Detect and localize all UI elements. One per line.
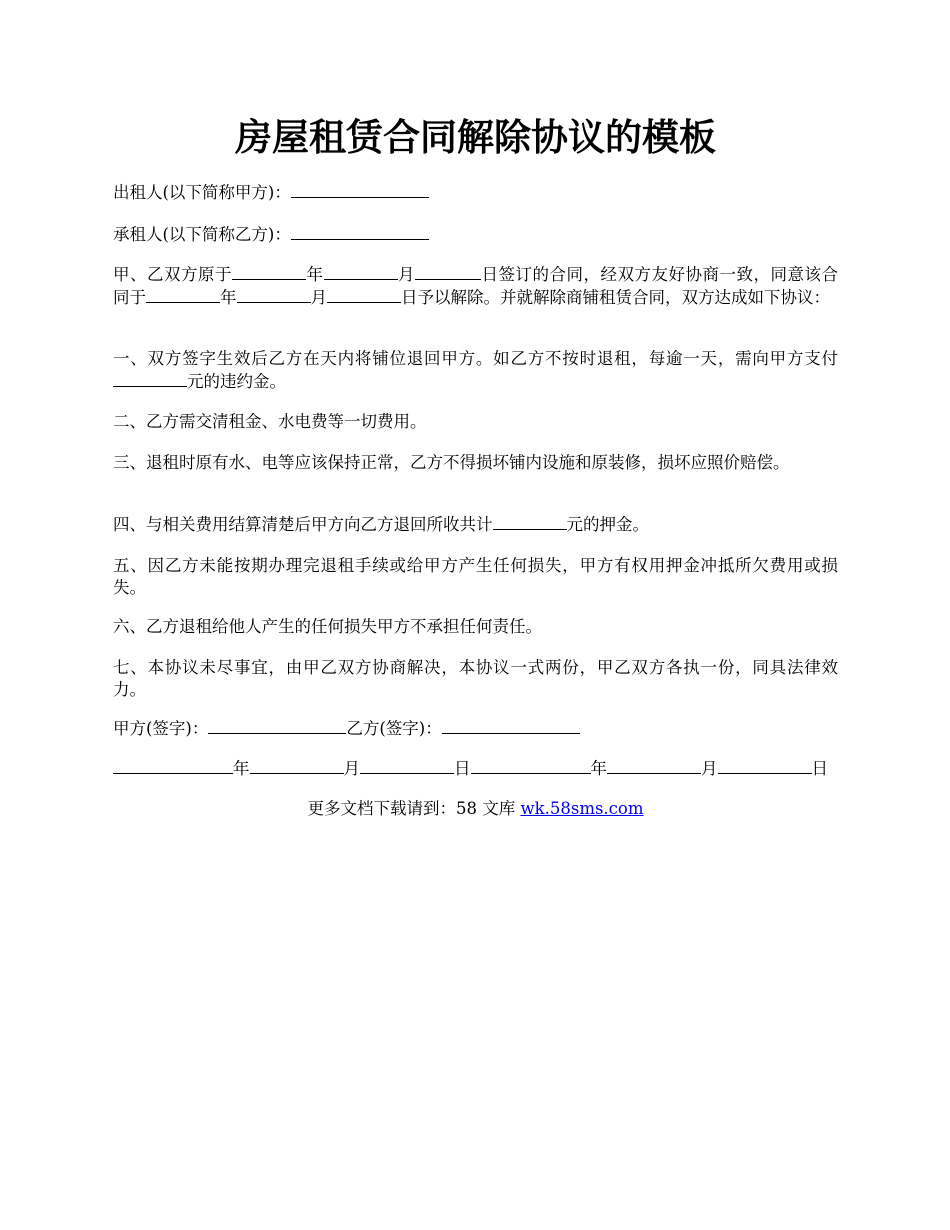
blank-field — [718, 757, 812, 774]
signature-line — [113, 717, 838, 740]
blank-field — [324, 263, 398, 280]
clause-1-suffix: 元的违约金。 — [187, 372, 286, 391]
lessee-line — [113, 223, 838, 246]
intro-text-3: 日予以解除。并就解除商铺租赁合同，双方达成如下协议： — [401, 288, 830, 307]
party-a-label: 甲方(签字)： — [113, 719, 209, 738]
intro-month-1: 月 — [397, 265, 415, 284]
blank-field — [232, 263, 306, 280]
intro-text-1: 甲、乙双方原于 — [113, 265, 232, 284]
page-title: 房屋租赁合同解除协议的模板 — [235, 115, 716, 159]
clause-5: 五、因乙方未能按期办理完退租手续或给甲方产生任何损失，甲方有权用押金冲抵所欠费用或损失。 — [113, 556, 838, 597]
date-month-label: 月 — [343, 759, 360, 778]
date-day-label: 日 — [811, 759, 828, 778]
footer-text: 更多文档下载请到：58 文库 — [307, 799, 521, 818]
lessor-blank — [291, 181, 429, 198]
lessee-label: 承租人(以下简称乙方)： — [113, 225, 291, 244]
lessor-line — [113, 181, 838, 204]
blank-field — [250, 757, 344, 774]
clause-7: 七、本协议未尽事宜，由甲乙双方协商解决，本协议一式两份，甲乙双方各执一份，同具法律效力。 — [113, 658, 838, 699]
date-month-label: 月 — [701, 759, 718, 778]
blank-field — [113, 757, 233, 774]
clause-1 — [113, 348, 838, 393]
clause-6: 六、乙方退租给他人产生的任何损失甲方不承担任何责任。 — [113, 617, 542, 636]
intro-year-1: 年 — [306, 265, 324, 284]
clause-4 — [113, 513, 838, 536]
blank-field — [607, 757, 701, 774]
date-year-label: 年 — [590, 759, 607, 778]
party-a-signature-blank — [208, 717, 346, 734]
party-b-label: 乙方(签字)： — [346, 719, 442, 738]
intro-month-2: 月 — [310, 288, 327, 307]
date-year-label: 年 — [233, 759, 250, 778]
blank-field — [493, 513, 567, 530]
blank-field — [237, 286, 311, 303]
lessor-label: 出租人(以下简称甲方)： — [113, 183, 291, 202]
intro-year-2: 年 — [220, 288, 237, 307]
intro-text-2: 日签订的合同，经双方友好协商一致，同意该合同于 — [113, 265, 838, 307]
lessee-blank — [291, 223, 429, 240]
clause-3: 三、退租时原有水、电等应该保持正常，乙方不得损坏铺内设施和原装修，损坏应照价赔偿。 — [113, 453, 790, 472]
signature-date-line — [113, 757, 838, 780]
clause-4-text: 四、与相关费用结算清楚后甲方向乙方退回所收共计 — [113, 515, 493, 534]
clause-2: 二、乙方需交清租金、水电费等一切费用。 — [113, 412, 427, 431]
footer — [113, 798, 838, 820]
date-day-label: 日 — [454, 759, 471, 778]
blank-field — [415, 263, 481, 280]
blank-field — [360, 757, 454, 774]
party-b-signature-blank — [442, 717, 580, 734]
footer-link[interactable]: wk.58sms.com — [520, 799, 644, 818]
intro-paragraph — [113, 263, 838, 309]
blank-field — [146, 286, 220, 303]
blank-field — [327, 286, 401, 303]
blank-field — [471, 757, 591, 774]
blank-field — [113, 370, 187, 387]
clause-1-text: 一、双方签字生效后乙方在天内将铺位退回甲方。如乙方不按时退租，每逾一天，需向甲方支付 — [113, 349, 838, 368]
clause-4-suffix: 元的押金。 — [566, 515, 649, 534]
